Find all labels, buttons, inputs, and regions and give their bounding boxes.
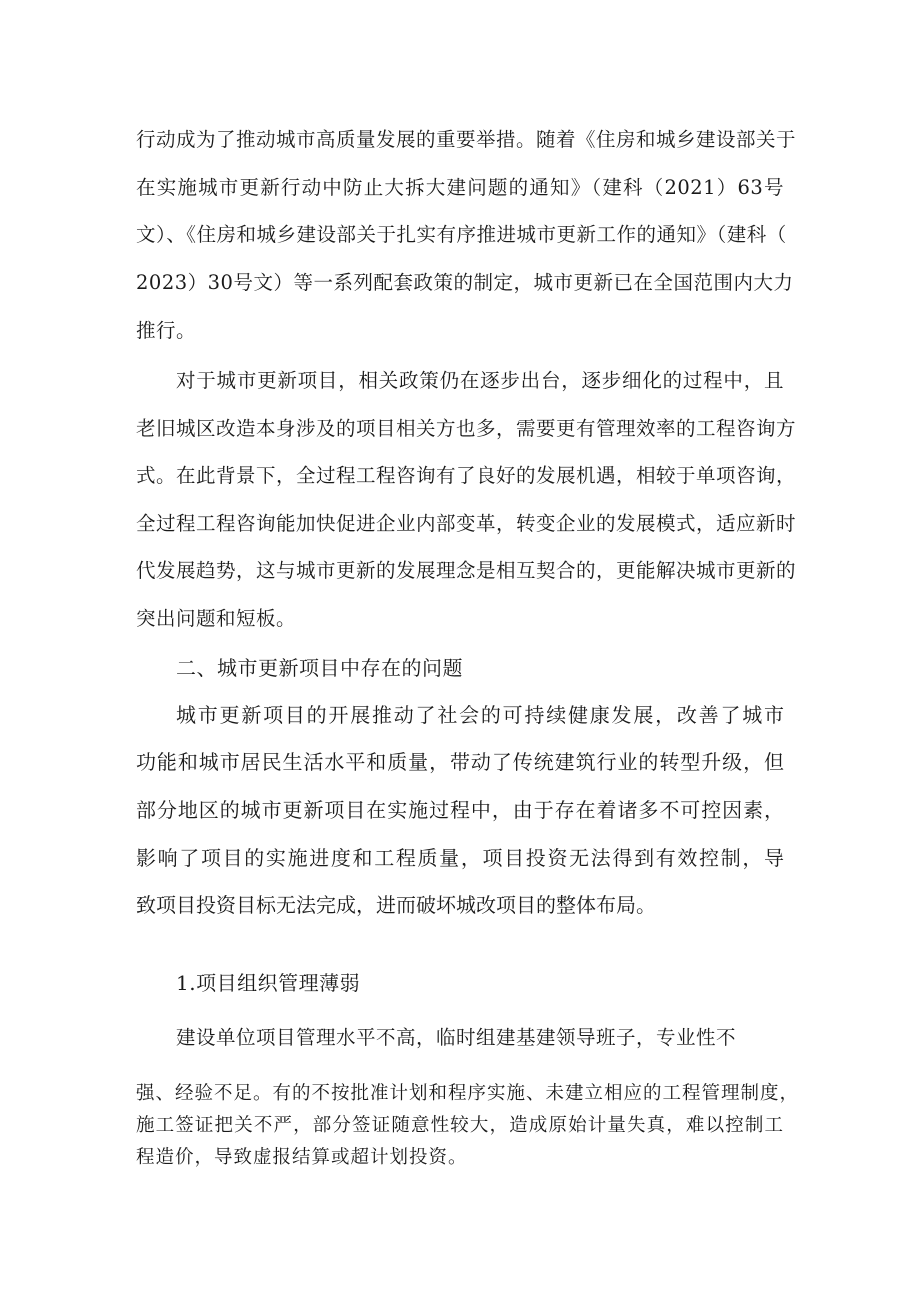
paragraph-line: 建设单位项目管理水平不高，临时组建基建领导班子，专业性不 [176, 1026, 737, 1049]
subsection-heading: 1.项目组织管理薄弱 [176, 971, 361, 995]
paragraph-line: 代发展趋势，这与城市更新的发展理念是相互契合的，更能解决城市更新的 [136, 559, 797, 582]
paragraph-line: 文）、《住房和城乡建设部关于扎实有序推进城市更新工作的通知》（建科（ [136, 223, 787, 246]
paragraph-line: 全过程工程咨询能加快促进企业内部变革，转变企业的发展模式，适应新时 [136, 512, 797, 535]
paragraph-line: 功能和城市居民生活水平和质量，带动了传统建筑行业的转型升级，但 [136, 750, 784, 774]
paragraph-line: 行动成为了推动城市高质量发展的重要举措。随着《住房和城乡建设部关于 [136, 128, 797, 151]
paragraph-line: 部分地区的城市更新项目在实施过程中，由于存在着诸多不可控因素， [136, 798, 784, 822]
paragraph-line: 致项目投资目标无法完成，进而破坏城改项目的整体布局。 [136, 893, 656, 917]
paragraph-line: 程造价，导致虚报结算或超计划投资。 [136, 1147, 468, 1168]
paragraph-line: 突出问题和短板。 [136, 607, 297, 630]
paragraph-line: 影响了项目的实施进度和工程质量，项目投资无法得到有效控制，导 [136, 846, 784, 870]
paragraph-line: 推行。 [136, 319, 197, 342]
section-heading: 二、城市更新项目中存在的问题 [176, 656, 463, 680]
paragraph-line: 2023）30号文）等一系列配套政策的制定，城市更新已在全国范围内大力 [136, 271, 794, 294]
paragraph-line: 老旧城区改造本身涉及的项目相关方也多，需要更有管理效率的工程咨询方 [136, 417, 797, 440]
paragraph-line: 城市更新项目的开展推动了社会的可持续健康发展，改善了城市 [176, 703, 784, 727]
paragraph-line: 在实施城市更新行动中防止大拆大建问题的通知》（建科（2021）63号 [136, 176, 784, 199]
paragraph-line: 式。在此背景下，全过程工程咨询有了良好的发展机遇，相较于单项咨询， [136, 464, 797, 487]
paragraph-line: 对于城市更新项目，相关政策仍在逐步出台，逐步细化的过程中，且 [176, 369, 784, 392]
paragraph-line: 施工签证把关不严，部分签证随意性较大，造成原始计量失真，难以控制工 [136, 1115, 784, 1136]
paragraph-line: 强、经验不足。有的不按批准计划和程序实施、未建立相应的工程管理制度， [136, 1083, 800, 1104]
